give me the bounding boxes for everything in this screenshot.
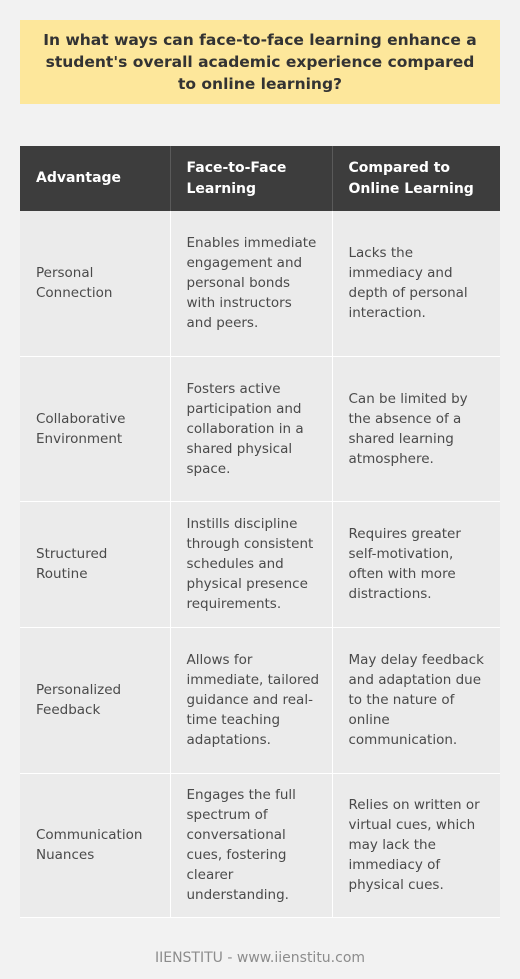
- comparison-table: [20, 146, 500, 918]
- table-header-row: [20, 146, 500, 211]
- cell-face-to-face: Fosters active participation and collaboration in a shared physical space.: [170, 356, 332, 501]
- question-banner: [20, 20, 500, 104]
- table-row: [20, 501, 500, 627]
- cell-online: Can be limited by the absence of a shared learning atmosphere.: [332, 356, 500, 501]
- cell-online: May delay feedback and adaptation due to the nature of online communication.: [332, 627, 500, 773]
- cell-online: Lacks the immediacy and depth of personal interaction.: [332, 211, 500, 356]
- cell-advantage: Communication Nuances: [20, 773, 170, 917]
- cell-face-to-face: Enables immediate engagement and personal bonds with instructors and peers.: [170, 211, 332, 356]
- cell-advantage: Personal Connection: [20, 211, 170, 356]
- cell-face-to-face: Engages the full spectrum of conversational cues, fostering clearer understanding.: [170, 773, 332, 917]
- table-row: [20, 356, 500, 501]
- cell-face-to-face: Allows for immediate, tailored guidance and real-time teaching adaptations.: [170, 627, 332, 773]
- table-row: [20, 211, 500, 356]
- cell-face-to-face: Instills discipline through consistent schedules and physical presence requirements.: [170, 501, 332, 627]
- header-advantage: Advantage: [20, 146, 170, 211]
- cell-advantage: Personalized Feedback: [20, 627, 170, 773]
- header-online: Compared to Online Learning: [332, 146, 500, 211]
- table-row: [20, 627, 500, 773]
- footer-credit: IIENSTITU - www.iienstitu.com: [154, 950, 366, 966]
- comparison-table-container: [20, 146, 500, 918]
- cell-advantage: Structured Routine: [20, 501, 170, 627]
- cell-online: Requires greater self-motivation, often with more distractions.: [332, 501, 500, 627]
- header-face-to-face: Face-to-Face Learning: [170, 146, 332, 211]
- cell-advantage: Collaborative Environment: [20, 356, 170, 501]
- table-row: [20, 773, 500, 917]
- question-text: In what ways can face-to-face learning enhance a student's overall academic experience compared to online learning?: [43, 31, 477, 93]
- cell-online: Relies on written or virtual cues, which may lack the immediacy of physical cues.: [332, 773, 500, 917]
